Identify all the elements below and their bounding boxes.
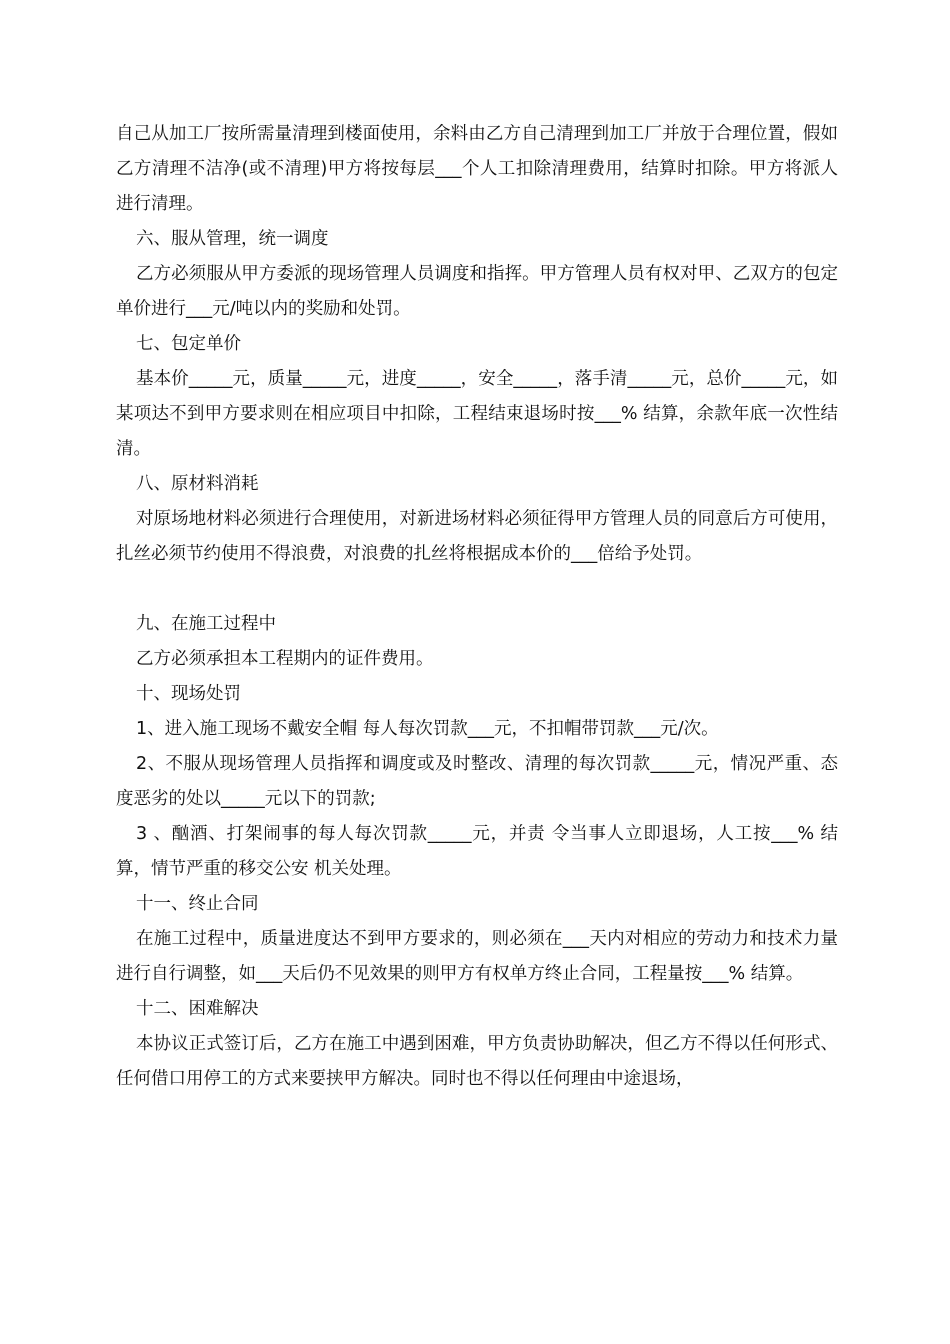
- section-heading: 八、原材料消耗: [136, 474, 259, 494]
- paragraph: 本协议正式签订后，乙方在施工中遇到困难，甲方负责协助解决，但乙方不得以任何形式、任何借口用停工的方式来要挟甲方解决。同时也不得以任何理由中途退场，: [116, 1034, 838, 1089]
- paragraph: 基本价_____元，质量_____元，进度_____，安全_____，落手清_____元，总价_____元，如某项达不到甲方要求则在相应项目中扣除，工程结束退场时按___% 结算，余款年底一次性结清。: [116, 369, 838, 459]
- paragraph: 在施工过程中，质量进度达不到甲方要求的，则必须在___天内对相应的劳动力和技术力量进行自行调整，如___天后仍不见效果的则甲方有权单方终止合同，工程量按___% 结算。: [116, 929, 838, 984]
- section-heading: 六、服从管理，统一调度: [136, 229, 329, 249]
- section-heading: 十二、困难解决: [136, 999, 259, 1019]
- paragraph: 1、进入施工现场不戴安全帽 每人每次罚款___元，不扣帽带罚款___元/次。: [136, 719, 719, 739]
- paragraph: 自己从加工厂按所需量清理到楼面使用，余料由乙方自己清理到加工厂并放于合理位置，假如乙方清理不洁净(或不清理)甲方将按每层___个人工扣除清理费用，结算时扣除。甲方将派人进行清理。: [116, 124, 838, 214]
- paragraph: 3 、酗酒、打架闹事的每人每次罚款_____元，并责 令当事人立即退场，人工按___% 结算，情节严重的移交公安 机关处理。: [116, 824, 838, 879]
- section-heading: 十一、终止合同: [136, 894, 259, 914]
- section-heading: 九、在施工过程中: [136, 614, 276, 634]
- paragraph: 乙方必须服从甲方委派的现场管理人员调度和指挥。甲方管理人员有权对甲、乙双方的包定单价进行___元/吨以内的奖励和处罚。: [116, 264, 838, 319]
- paragraph: 乙方必须承担本工程期内的证件费用。: [136, 649, 434, 669]
- paragraph: 对原场地材料必须进行合理使用，对新进场材料必须征得甲方管理人员的同意后方可使用，扎丝必须节约使用不得浪费，对浪费的扎丝将根据成本价的___倍给予处罚。: [116, 509, 838, 564]
- section-heading: 七、包定单价: [136, 334, 241, 354]
- document-body: [116, 117, 838, 1097]
- paragraph: 2、不服从现场管理人员指挥和调度或及时整改、清理的每次罚款_____元，情况严重、态度恶劣的处以_____元以下的罚款;: [116, 754, 838, 809]
- blank-line: [116, 572, 838, 607]
- section-heading: 十、现场处罚: [136, 684, 241, 704]
